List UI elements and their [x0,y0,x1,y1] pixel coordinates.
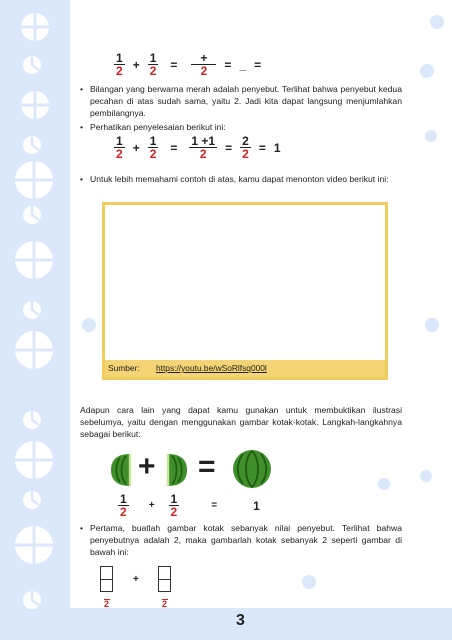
circle-icon [22,410,42,430]
bullet-icon: • [80,174,84,184]
plus-sign: + [132,140,140,155]
denominator: 2 [149,64,157,78]
denominator: 2 [103,599,109,609]
denominator: 2 [149,147,157,161]
bullet-text: Pertama, buatlah gambar kotak sebanyak nilai penyebut. Terlihat bahwa penyebutnya adalah 2, maka gambarlah kotak sebanyak 2 seperti gambar di bawah ini: [90,523,402,557]
fraction [118,493,129,518]
denominator: 2 [170,505,178,519]
circle-icon [22,300,42,320]
watermelon-icon [232,449,272,489]
numerator: 1 [120,492,127,506]
decorative-dot [430,15,444,29]
fraction [191,52,216,77]
equals-sign: = [170,57,178,72]
denominator: 2 [242,147,249,161]
equals-sign: = [225,140,233,155]
circle-icon [14,330,54,370]
bullet-icon: • [80,523,84,533]
video-embed[interactable] [102,202,388,380]
video-link[interactable]: https://youtu.be/wSoRlfsq000l [155,363,267,373]
bullet-paragraph [80,83,402,119]
source-label: Sumber: [108,363,140,373]
numerator: 1 [149,51,157,65]
circle-icon [20,90,50,120]
numerator: 1 [116,51,123,65]
equals-sign: = [258,140,266,155]
divided-box [158,566,171,592]
fraction-equation-3 [118,493,260,518]
denominator: 2 [200,64,208,78]
decorative-dot [302,575,316,589]
video-source-bar [105,360,385,377]
numerator: 2 [242,134,249,148]
decorative-dot [425,130,437,142]
fraction [114,135,125,160]
box-fraction [100,566,113,609]
decorative-sidebar [0,0,70,640]
bullet-icon: • [80,122,84,132]
denominator: 2 [116,64,123,78]
bullet-text: Bilangan yang berwarna merah adalah penyebut. Terlihat bahwa penyebut kedua pecahan di atas sudah sama, yaitu 2. Jadi kita dapat langsung menjumlahkan pembilangnya. [90,84,402,118]
bullet-paragraph [80,173,402,185]
plus-sign: + [138,450,156,483]
fraction-equation-2 [114,135,281,160]
fraction [104,598,110,609]
decorative-dot [420,470,432,482]
watermelon-half-icon [166,453,188,487]
plus-sign: + [133,574,139,585]
bullet-paragraph [80,121,402,133]
circle-icon [20,12,50,42]
decorative-dot [378,478,390,490]
circle-icon [22,55,42,75]
box-fraction [158,566,171,609]
result-value: 1 [273,140,281,155]
numerator: 1 +1 [191,134,216,148]
decorative-dot [420,64,434,78]
numerator: 1 [116,134,123,148]
denominator: 2 [199,147,207,161]
circle-icon [14,525,54,565]
circle-icon [14,240,54,280]
circle-icon [14,440,54,480]
blank-fraction: _ [239,57,247,72]
bullet-text: Perhatikan penyelesaian berikut ini: [90,122,226,132]
circle-icon [14,160,54,200]
paragraph: Adapun cara lain yang dapat kamu gunakan untuk membuktikan ilustrasi sebelumya, yaitu dengan menggunakan gambar kotak-kotak. Langkah-langkahnya sebagai berikut: [80,405,402,439]
decorative-dot [82,318,96,332]
denominator: 2 [120,505,127,519]
fraction [148,52,159,77]
equals-sign: = [198,450,216,483]
page-number: 3 [236,612,245,629]
decorative-dot [425,318,439,332]
fraction [169,493,180,518]
fraction [240,135,251,160]
circle-icon [22,490,42,510]
equals-sign: = [170,140,178,155]
fraction [148,135,159,160]
circle-icon [22,135,42,155]
bullet-text: Untuk lebih memahami contoh di atas, kamu dapat menonton video berikut ini: [90,174,389,184]
denominator: 2 [116,147,123,161]
bullet-icon: • [80,84,84,94]
equals-sign: = [224,57,232,72]
numerator: + [191,52,216,65]
fraction [189,135,217,160]
page-footer-band [70,608,452,640]
bullet-paragraph [80,522,402,558]
circle-icon [22,205,42,225]
watermelon-half-icon [110,453,132,487]
plus-sign: + [132,57,140,72]
numerator: 1 [149,134,157,148]
denominator: 2 [161,599,167,609]
circle-icon [22,590,42,610]
numerator: 1 [170,492,178,506]
divided-box [100,566,113,592]
fraction [162,598,168,609]
result-value: 1 [253,498,260,513]
equals-sign: = [254,57,262,72]
equals-sign: = [211,500,218,511]
fraction-equation-1 [114,52,261,77]
fraction [114,52,125,77]
plus-sign: + [148,500,155,511]
